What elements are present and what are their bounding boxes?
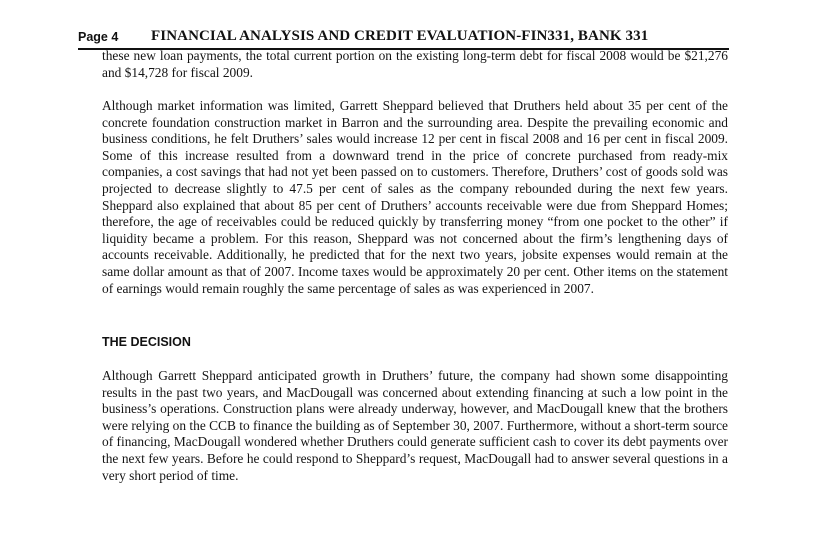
- paragraph-decision: Although Garrett Sheppard anticipated growth in Druthers’ future, the company had shown some disappointing results in the past two years, and MacDougall was concerned about extending financing at such a low point in the business’s operations. Construction plans were already underway, however, and MacDougall knew that the brothers were relying on the CCB to finance the building as of September 30, 2007. Furthermore, without a short-term source of financing, MacDougall wondered whether Druthers could generate sufficient cash to cover its debt payments over the next few years. Before he could respond to Sheppard’s request, MacDougall had to answer several questions in a very short period of time.: [102, 368, 728, 483]
- page-number: Page 4: [78, 30, 119, 44]
- section-heading-decision: THE DECISION: [102, 335, 191, 349]
- document-title: FINANCIAL ANALYSIS AND CREDIT EVALUATION-FIN331, BANK 331: [151, 28, 649, 44]
- paragraph-loan-payments: these new loan payments, the total current portion on the existing long-term debt for fiscal 2008 would be $21,276 and $14,728 for fiscal 2009.: [102, 48, 728, 80]
- paragraph-market-information: Although market information was limited, Garrett Sheppard believed that Druthers held about 35 per cent of the concrete foundation construction market in Barron and the surrounding area. Despite the prevailing economic and business conditions, he felt Druthers’ sales would increase 12 per cent in fiscal 2008 and 16 per cent in fiscal 2009. Some of this increase resulted from a downward trend in the price of concrete purchased from ready-mix companies, a cost savings that had not yet been passed on to customers. Therefore, Druthers’ cost of goods sold was projected to decrease slightly to 47.5 per cent of sales as the company rebounded during the next few years. Sheppard also explained that about 85 per cent of Druthers’ accounts receivable were due from Sheppard Homes; therefore, the age of receivables could be reduced quickly by transferring money “from one pocket to the other” if liquidity became a problem. For this reason, Sheppard was not concerned about the firm’s lengthening days of accounts receivable. Additionally, he predicted that for the next two years, jobsite expenses would remain at the same dollar amount as that of 2007. Income taxes would be approximately 20 per cent. Other items on the statement of earnings would remain roughly the same percentage of sales as was experienced in 2007.: [102, 98, 728, 296]
- page-header: [78, 28, 729, 50]
